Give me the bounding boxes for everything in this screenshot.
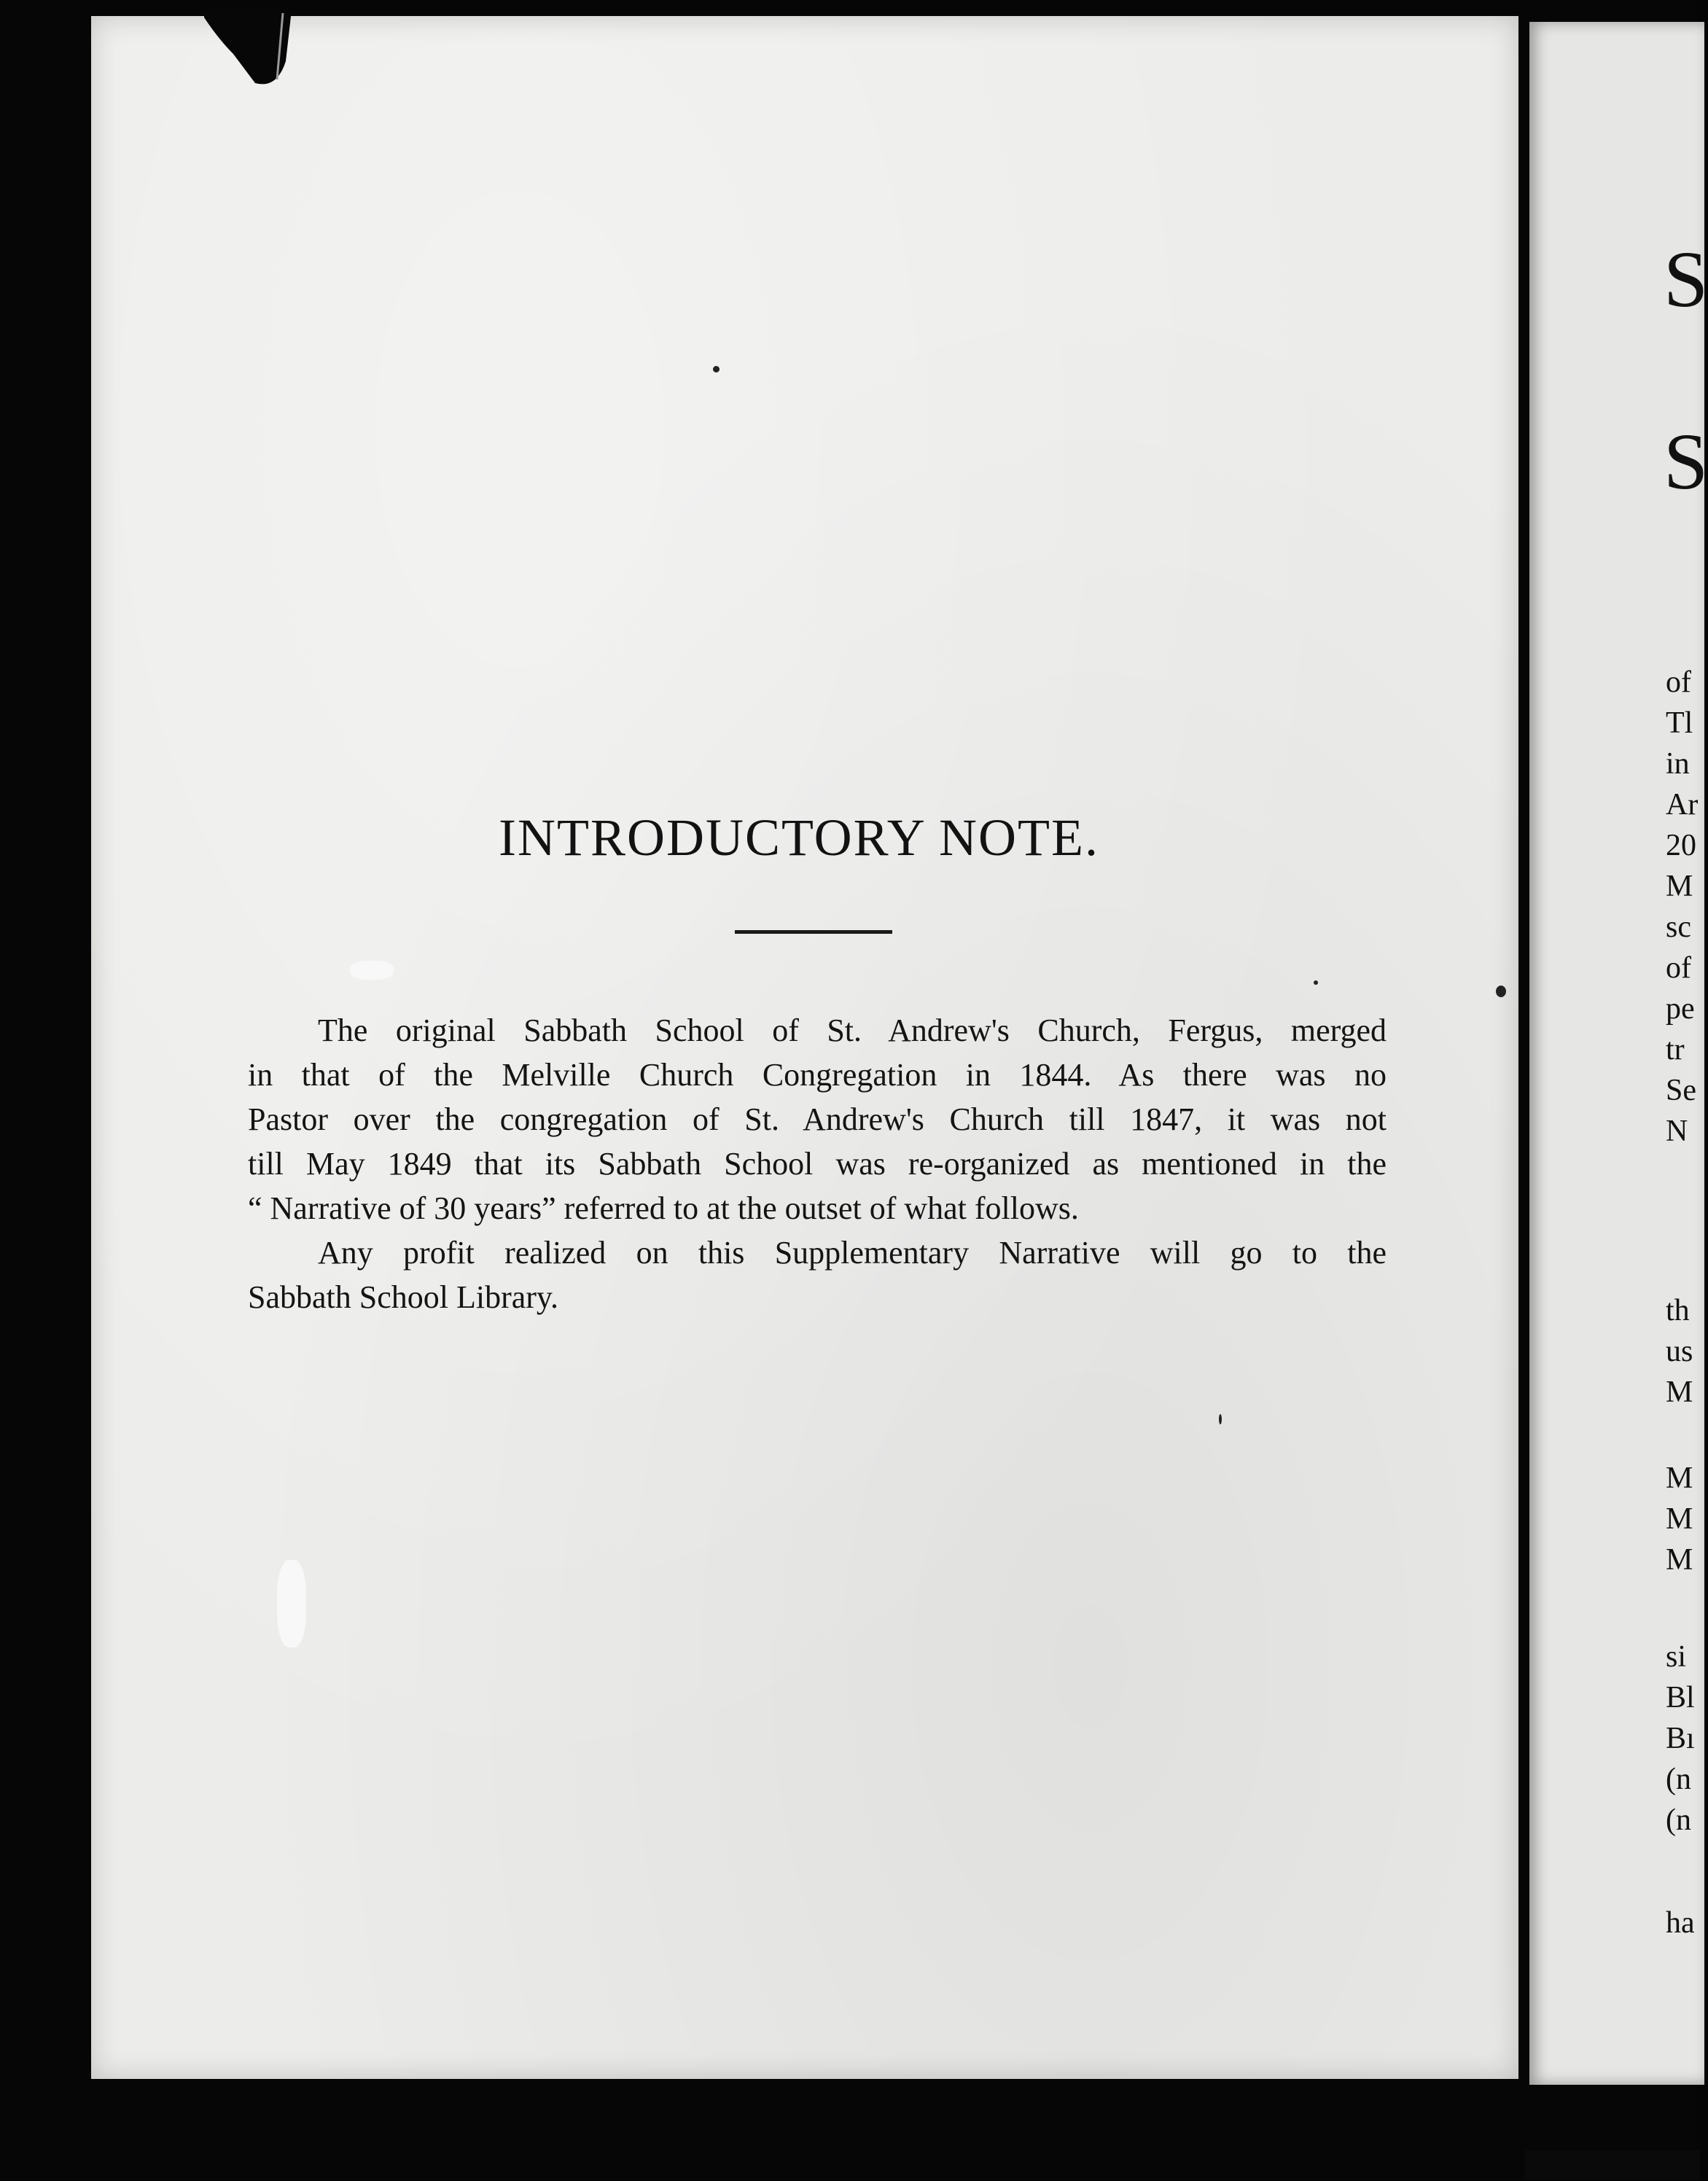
- right-page-fragment: Ar: [1666, 788, 1699, 822]
- right-page-fragment: Bl: [1666, 1681, 1695, 1714]
- scan-blemish: [277, 1560, 306, 1647]
- right-page-fragment: tr: [1666, 1033, 1685, 1066]
- paragraph-1-line: Pastor over the congregation of St. Andrew's Church till 1847, it was not: [248, 1101, 1387, 1137]
- right-page-fragment: ha: [1666, 1906, 1695, 1940]
- scan-speck: [713, 366, 720, 372]
- scan-blemish: [350, 961, 394, 980]
- right-page-fragment: Se: [1666, 1074, 1696, 1107]
- right-page-fragment: M: [1666, 1543, 1693, 1577]
- right-page-fragment: si: [1666, 1640, 1687, 1674]
- right-page-fragment: of: [1666, 951, 1691, 985]
- right-page-fragment: M: [1666, 1376, 1693, 1409]
- right-page-fragment: (n: [1666, 1763, 1691, 1796]
- right-page-big-letter: S: [1664, 417, 1708, 506]
- paragraph-1-line: till May 1849 that its Sabbath School was re-organized as mentioned in the: [248, 1146, 1387, 1182]
- paragraph-1-line: in that of the Melville Church Congregation in 1844. As there was no: [248, 1057, 1387, 1093]
- title-rule: [735, 930, 892, 934]
- right-page-fragment: Bı: [1666, 1722, 1695, 1755]
- paragraph-1-line: “ Narrative of 30 years” referred to at the outset of what follows.: [248, 1190, 1079, 1226]
- right-page-big-letter: S: [1664, 235, 1708, 324]
- right-page-fragment: th: [1666, 1294, 1690, 1327]
- scan-speck: [1219, 1414, 1222, 1424]
- right-page-fragment: M: [1666, 1502, 1693, 1536]
- paragraph-2-line: Sabbath School Library.: [248, 1279, 559, 1315]
- right-page-fragment: in: [1666, 747, 1690, 781]
- paragraph-1-line: The original Sabbath School of St. Andrew's Church, Fergus, merged: [318, 1013, 1387, 1048]
- right-page-fragment: pe: [1666, 992, 1695, 1026]
- right-page-fragment: Tl: [1666, 706, 1693, 740]
- paragraph-2: [248, 1230, 1387, 1319]
- right-page-fragment: of: [1666, 666, 1691, 699]
- scan-speck: [1314, 980, 1318, 985]
- scan-speck: [1496, 986, 1506, 997]
- scan-edge: [1525, 2150, 1700, 2180]
- right-page-fragment: (n: [1666, 1803, 1691, 1837]
- paragraph-1: [248, 1008, 1387, 1230]
- torn-corner-mark: [204, 10, 292, 90]
- right-page-fragment: us: [1666, 1335, 1693, 1368]
- paragraph-2-line: Any profit realized on this Supplementary Narrative will go to the: [318, 1235, 1387, 1271]
- page-title: INTRODUCTORY NOTE.: [499, 808, 1099, 867]
- right-page-fragment: M: [1666, 870, 1693, 903]
- right-page-fragment: M: [1666, 1462, 1693, 1495]
- right-page-fragment: sc: [1666, 910, 1691, 944]
- right-page-fragment: 20: [1666, 829, 1696, 862]
- right-page-fragment: N: [1666, 1115, 1688, 1148]
- intro-body: [248, 1008, 1387, 1319]
